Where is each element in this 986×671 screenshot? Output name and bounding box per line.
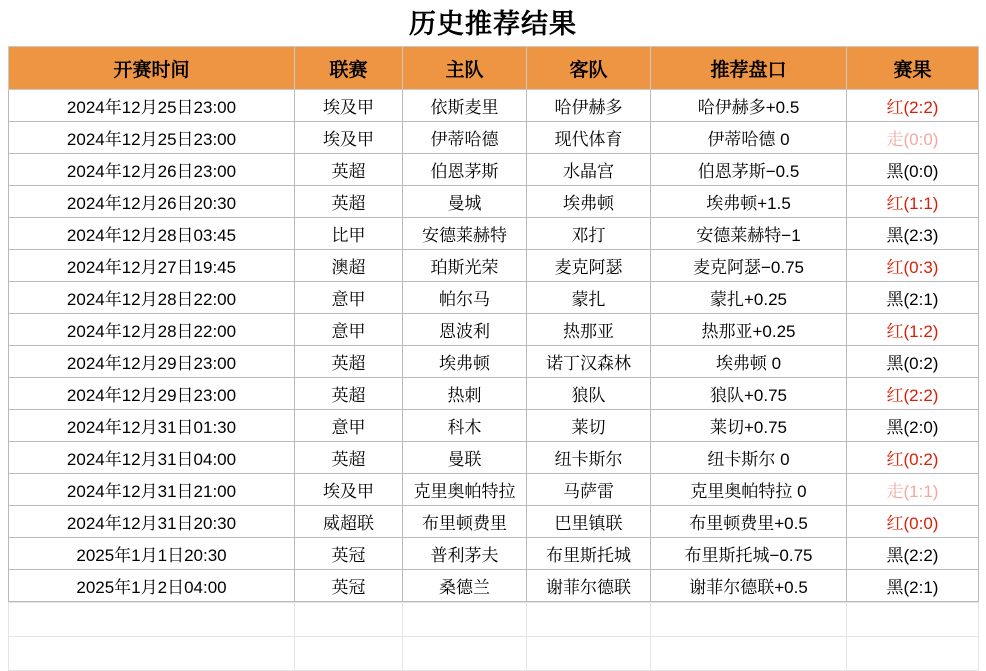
cell-odds: 麦克阿瑟−0.75: [651, 250, 847, 282]
cell-time: 2025年1月1日20:30: [9, 538, 295, 570]
cell-league: 威超联: [295, 506, 403, 538]
cell-time: 2024年12月27日19:45: [9, 250, 295, 282]
cell-away-team: 巴里镇联: [527, 506, 651, 538]
cell-result: 红(0:3): [847, 250, 979, 282]
empty-cell: [651, 637, 847, 671]
cell-time: 2024年12月25日23:00: [9, 122, 295, 154]
cell-odds: 谢菲尔德联+0.5: [651, 570, 847, 602]
table-row: [9, 250, 979, 282]
table-row: [9, 570, 979, 602]
table-body: [9, 90, 979, 602]
cell-result: 黑(0:0): [847, 154, 979, 186]
cell-result: 黑(2:0): [847, 410, 979, 442]
empty-cell: [295, 603, 403, 637]
cell-time: 2025年1月2日04:00: [9, 570, 295, 602]
cell-away-team: 水晶宫: [527, 154, 651, 186]
cell-away-team: 布里斯托城: [527, 538, 651, 570]
cell-home-team: 恩波利: [403, 314, 527, 346]
cell-away-team: 狼队: [527, 378, 651, 410]
table-row: [9, 122, 979, 154]
empty-cell: [295, 637, 403, 671]
cell-league: 埃及甲: [295, 90, 403, 122]
cell-home-team: 普利茅夫: [403, 538, 527, 570]
cell-odds: 蒙扎+0.25: [651, 282, 847, 314]
cell-time: 2024年12月28日22:00: [9, 314, 295, 346]
cell-home-team: 热刺: [403, 378, 527, 410]
cell-time: 2024年12月31日21:00: [9, 474, 295, 506]
cell-home-team: 珀斯光荣: [403, 250, 527, 282]
results-table: [8, 46, 979, 602]
cell-league: 英冠: [295, 538, 403, 570]
cell-result: 黑(0:2): [847, 346, 979, 378]
cell-odds: 哈伊赫多+0.5: [651, 90, 847, 122]
empty-row: [9, 637, 979, 671]
table-row: [9, 442, 979, 474]
cell-odds: 布里斯托城−0.75: [651, 538, 847, 570]
cell-league: 意甲: [295, 410, 403, 442]
cell-league: 比甲: [295, 218, 403, 250]
cell-away-team: 热那亚: [527, 314, 651, 346]
cell-league: 英超: [295, 346, 403, 378]
cell-away-team: 谢菲尔德联: [527, 570, 651, 602]
column-header-time: 开赛时间: [9, 47, 295, 90]
cell-time: 2024年12月31日01:30: [9, 410, 295, 442]
cell-league: 埃及甲: [295, 474, 403, 506]
cell-result: 红(1:1): [847, 186, 979, 218]
table-row: [9, 90, 979, 122]
cell-league: 澳超: [295, 250, 403, 282]
cell-home-team: 伊蒂哈德: [403, 122, 527, 154]
table-row: [9, 506, 979, 538]
cell-time: 2024年12月28日03:45: [9, 218, 295, 250]
cell-league: 英超: [295, 154, 403, 186]
cell-away-team: 麦克阿瑟: [527, 250, 651, 282]
cell-home-team: 科木: [403, 410, 527, 442]
cell-away-team: 邓打: [527, 218, 651, 250]
cell-home-team: 克里奥帕特拉: [403, 474, 527, 506]
cell-league: 英冠: [295, 570, 403, 602]
column-header-result: 赛果: [847, 47, 979, 90]
cell-home-team: 帕尔马: [403, 282, 527, 314]
table-row: [9, 538, 979, 570]
page-title: 历史推荐结果: [409, 9, 577, 39]
cell-time: 2024年12月26日23:00: [9, 154, 295, 186]
cell-result: 红(2:2): [847, 90, 979, 122]
table-row: [9, 346, 979, 378]
cell-home-team: 布里顿费里: [403, 506, 527, 538]
empty-cell: [9, 603, 295, 637]
table-row: [9, 410, 979, 442]
cell-away-team: 现代体育: [527, 122, 651, 154]
cell-home-team: 桑德兰: [403, 570, 527, 602]
column-header-home-team: 主队: [403, 47, 527, 90]
cell-time: 2024年12月31日20:30: [9, 506, 295, 538]
cell-league: 意甲: [295, 314, 403, 346]
cell-away-team: 诺丁汉森林: [527, 346, 651, 378]
table-row: [9, 218, 979, 250]
cell-home-team: 安德莱赫特: [403, 218, 527, 250]
cell-league: 英超: [295, 378, 403, 410]
table-row: [9, 154, 979, 186]
cell-away-team: 蒙扎: [527, 282, 651, 314]
cell-home-team: 埃弗顿: [403, 346, 527, 378]
empty-cell: [847, 603, 979, 637]
cell-result: 黑(2:2): [847, 538, 979, 570]
cell-result: 红(1:2): [847, 314, 979, 346]
table-header: [9, 47, 979, 90]
table-row: [9, 378, 979, 410]
empty-rows-area: [8, 602, 978, 671]
cell-time: 2024年12月29日23:00: [9, 378, 295, 410]
cell-away-team: 莱切: [527, 410, 651, 442]
table-row: [9, 474, 979, 506]
cell-odds: 伊蒂哈德 0: [651, 122, 847, 154]
cell-league: 意甲: [295, 282, 403, 314]
cell-result: 红(0:2): [847, 442, 979, 474]
cell-odds: 纽卡斯尔 0: [651, 442, 847, 474]
empty-cell: [651, 603, 847, 637]
cell-odds: 埃弗顿+1.5: [651, 186, 847, 218]
cell-odds: 布里顿费里+0.5: [651, 506, 847, 538]
cell-time: 2024年12月26日20:30: [9, 186, 295, 218]
cell-league: 埃及甲: [295, 122, 403, 154]
cell-result: 走(1:1): [847, 474, 979, 506]
cell-away-team: 马萨雷: [527, 474, 651, 506]
cell-league: 英超: [295, 186, 403, 218]
cell-odds: 克里奥帕特拉 0: [651, 474, 847, 506]
cell-odds: 伯恩茅斯−0.5: [651, 154, 847, 186]
empty-cell: [403, 603, 527, 637]
cell-home-team: 伯恩茅斯: [403, 154, 527, 186]
results-table-wrapper: [0, 46, 986, 602]
column-header-league: 联赛: [295, 47, 403, 90]
cell-away-team: 埃弗顿: [527, 186, 651, 218]
cell-result: 红(0:0): [847, 506, 979, 538]
empty-cell: [527, 603, 651, 637]
cell-time: 2024年12月25日23:00: [9, 90, 295, 122]
cell-odds: 热那亚+0.25: [651, 314, 847, 346]
cell-result: 黑(2:1): [847, 570, 979, 602]
cell-time: 2024年12月28日22:00: [9, 282, 295, 314]
cell-home-team: 曼联: [403, 442, 527, 474]
empty-rows-body: [9, 603, 979, 671]
column-header-away-team: 客队: [527, 47, 651, 90]
cell-odds: 埃弗顿 0: [651, 346, 847, 378]
cell-away-team: 哈伊赫多: [527, 90, 651, 122]
empty-cell: [847, 637, 979, 671]
empty-row: [9, 603, 979, 637]
cell-time: 2024年12月29日23:00: [9, 346, 295, 378]
cell-odds: 莱切+0.75: [651, 410, 847, 442]
cell-result: 走(0:0): [847, 122, 979, 154]
cell-odds: 安德莱赫特−1: [651, 218, 847, 250]
table-row: [9, 186, 979, 218]
cell-odds: 狼队+0.75: [651, 378, 847, 410]
table-row: [9, 314, 979, 346]
empty-cell: [403, 637, 527, 671]
empty-cell: [9, 637, 295, 671]
cell-time: 2024年12月31日04:00: [9, 442, 295, 474]
cell-home-team: 曼城: [403, 186, 527, 218]
cell-result: 黑(2:3): [847, 218, 979, 250]
cell-result: 红(2:2): [847, 378, 979, 410]
cell-league: 英超: [295, 442, 403, 474]
cell-result: 黑(2:1): [847, 282, 979, 314]
cell-away-team: 纽卡斯尔: [527, 442, 651, 474]
column-header-odds: 推荐盘口: [651, 47, 847, 90]
empty-cell: [527, 637, 651, 671]
table-header-row: [9, 47, 979, 90]
empty-rows-table: [8, 602, 979, 671]
table-row: [9, 282, 979, 314]
cell-home-team: 依斯麦里: [403, 90, 527, 122]
